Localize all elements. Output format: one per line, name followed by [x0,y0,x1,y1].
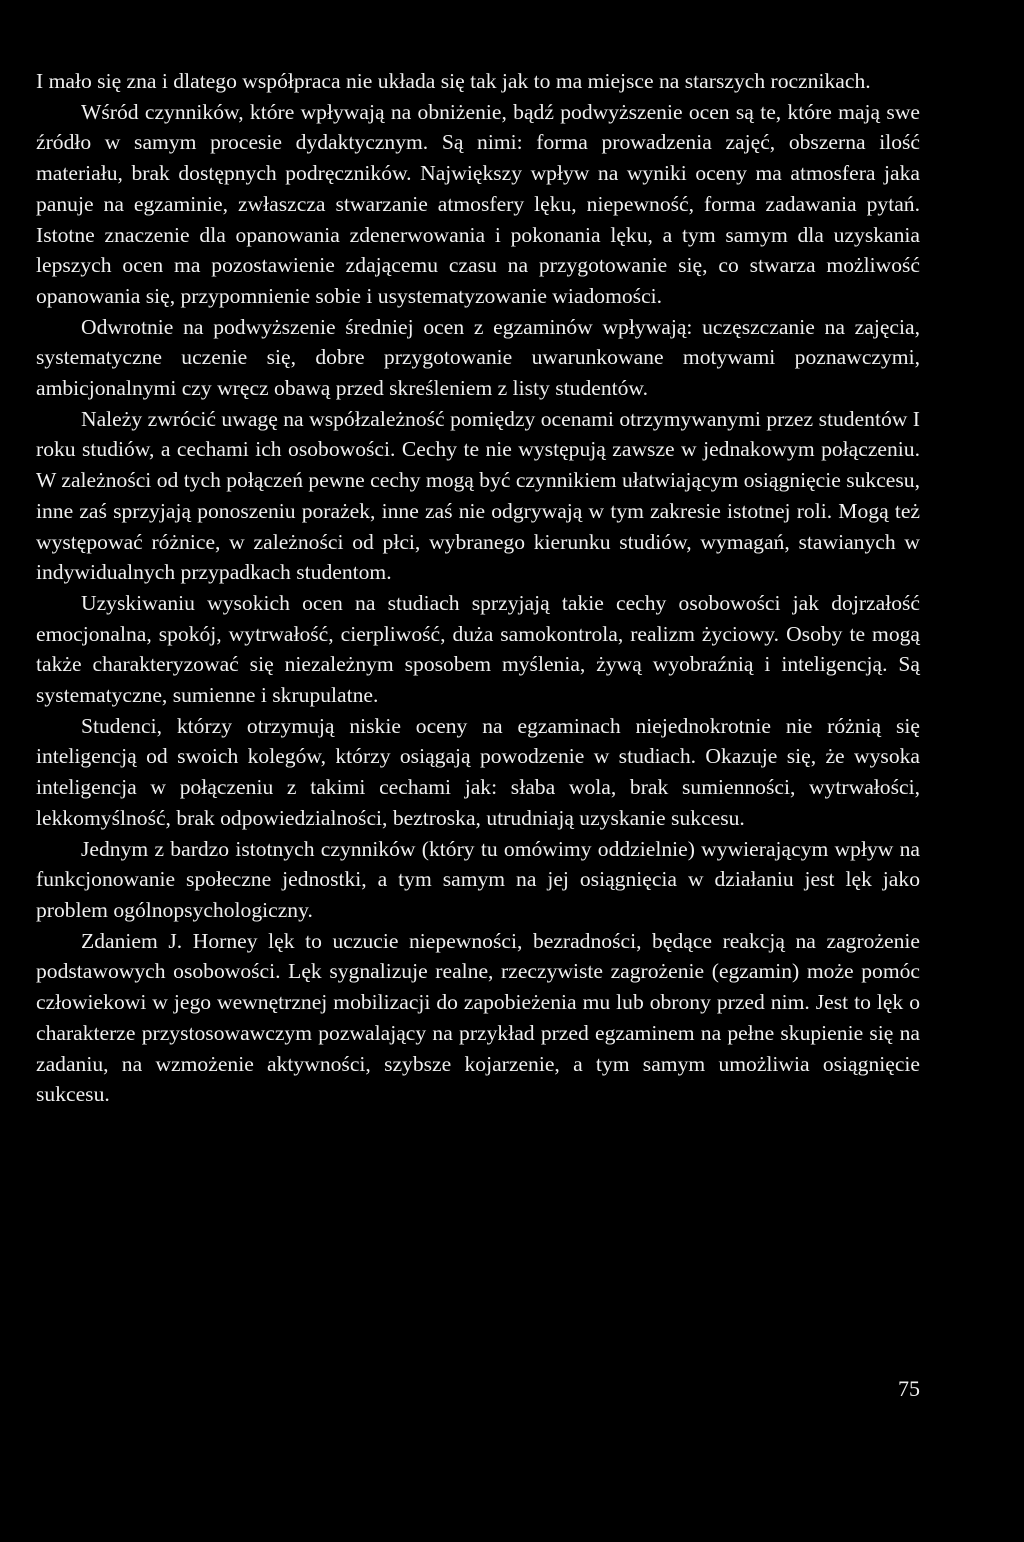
paragraph: Zdaniem J. Horney lęk to uczucie niepewności, bezradności, będące reakcją na zagrożenie podstawowych osobowości. Lęk sygnalizuje realne, rzeczywiste zagrożenie (egzamin) może pomóc człowiekowi w jego wewnętrznej mobilizacji do zapobieżenia mu lub obrony przed nim. Jest to lęk o charakterze przystosowawczym pozwalający na przykład przed egzaminem na pełne skupienie się na zadaniu, na wzmożenie aktywności, szybsze kojarzenie, a tym samym umożliwia osiągnięcie sukcesu. [36,928,920,1107]
paragraph: Jednym z bardzo istotnych czynników (który tu omówimy oddzielnie) wywierającym wpływ na funkcjonowanie społeczne jednostki, a tym samym na jej osiągnięcia w działaniu jest lęk jako problem ogólnopsychologiczny. [36,836,920,922]
paragraph: Uzyskiwaniu wysokich ocen na studiach sprzyjają takie cechy osobowości jak dojrzałość emocjonalna, spokój, wytrwałość, cierpliwość, duża samokontrola, realizm życiowy. Osoby te mogą także charakteryzować się niezależnym sposobem myślenia, żywą wyobraźnią i inteligencją. Są systematyczne, sumienne i skrupulatne. [36,590,920,708]
paragraph: Wśród czynników, które wpływają na obniżenie, bądź podwyższenie ocen są te, które mają swe źródło w samym procesie dydaktycznym. Są nimi: forma prowadzenia zajęć, obszerna ilość materiału, brak dostępnych podręczników. Największy wpływ na wyniki oceny ma atmosfera jaka panuje na egzaminie, zwłaszcza stwarzanie atmosfery lęku, niepewność, forma zadawania pytań. Istotne znaczenie dla opanowania zdenerwowania i pokonania lęku, a tym samym dla uzyskania lepszych ocen ma pozostawienie zdającemu czasu na przygotowanie się, co stwarza możliwość opanowania się, przypomnienie sobie i usystematyzowanie wiadomości. [36,99,920,308]
page-number: 75 [898,1376,920,1401]
page-body [36,66,920,1110]
paragraph: Należy zwrócić uwagę na współzależność pomiędzy ocenami otrzymywanymi przez studentów I roku studiów, a cechami ich osobowości. Cechy te nie występują zawsze w jednakowym połączeniu. W zależności od tych połączeń pewne cechy mogą być czynnikiem ułatwiającym osiągnięcie sukcesu, inne zaś sprzyjają ponoszeniu porażek, inne zaś nie odgrywają w tym zakresie istotnej roli. Mogą też występować różnice, w zależności od płci, wybranego kierunku studiów, wymagań, stawianych w indywidualnych przypadkach studentom. [36,406,920,585]
paragraph-continuation: I mało się zna i dlatego współpraca nie układa się tak jak to ma miejsce na starszych rocznikach. [36,69,871,93]
paragraph: Studenci, którzy otrzymują niskie oceny na egzaminach niejednokrotnie nie różnią się inteligencją od swoich kolegów, którzy osiągają powodzenie w studiach. Okazuje się, że wysoka inteligencja w połączeniu z takimi cechami jak: słaba wola, brak sumienności, wytrwałości, lekkomyślność, brak odpowiedzialności, beztroska, utrudniają uzyskanie sukcesu. [36,713,920,830]
paragraph: Odwrotnie na podwyższenie średniej ocen z egzaminów wpływają: uczęszczanie na zajęcia, systematyczne uczenie się, dobre przygotowanie uwarunkowane motywami poznawczymi, ambicjonalnymi czy wręcz obawą przed skreśleniem z listy studentów. [36,314,920,401]
